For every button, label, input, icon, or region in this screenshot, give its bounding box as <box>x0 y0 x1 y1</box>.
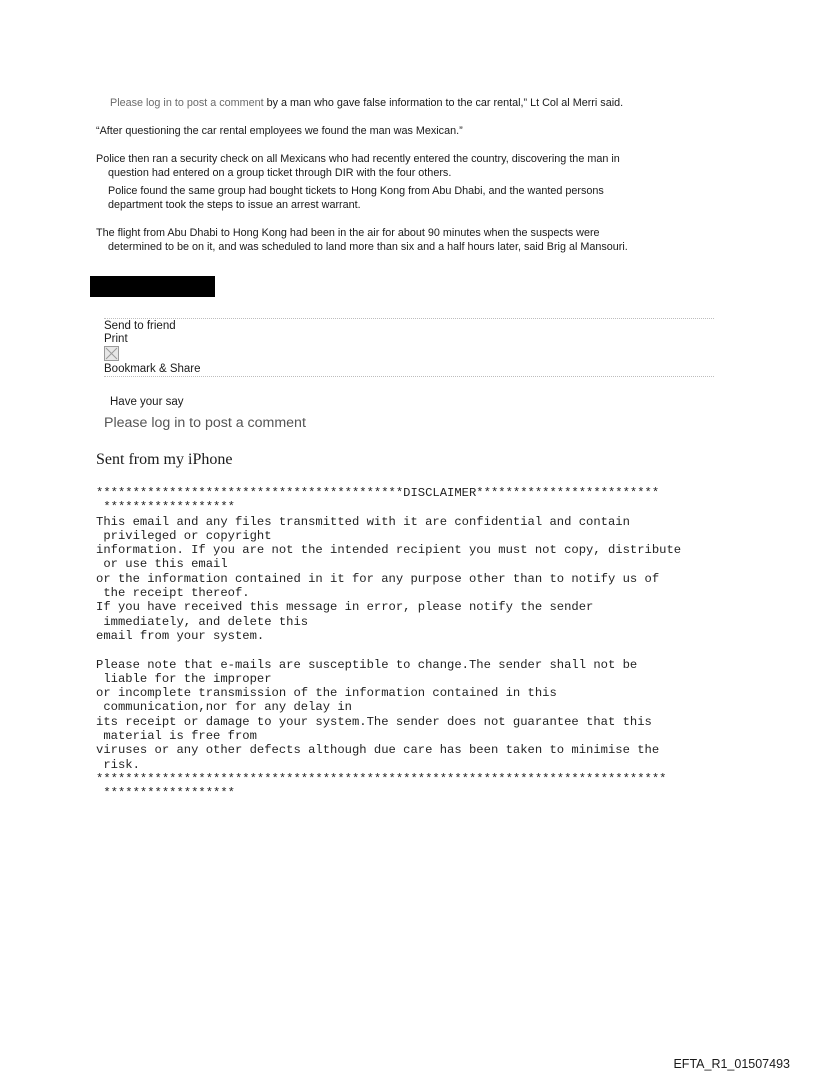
article-paragraph-4 <box>108 184 728 212</box>
paragraph-line: question had entered on a group ticket through DIR with the four others. <box>108 167 452 179</box>
paragraph-text: by a man who gave false information to the car rental,” Lt Col al Merri said. <box>263 97 624 109</box>
paragraph-line: The flight from Abu Dhabi to Hong Kong had been in the air for about 90 minutes when the suspects were <box>96 227 600 239</box>
send-to-friend-link[interactable]: Send to friend <box>104 320 176 332</box>
email-disclaimer: ******************************************DISCLAIMER************************* ****************** This email and any files transmitted with it are confidential and contain privileged or copyright information. If you are not the intended recipient you must not copy, distribute or use this email or the information contained in it for any purpose other than to notify us of the receipt thereof. If you have received this message in error, please notify the sender immediately, and delete this email from your system. Please note that e-mails are susceptible to change.The sender shall not be liable for the improper or incomplete transmission of the information contained in this communication,nor for any delay in its receipt or damage to your system.The sender does not guarantee that this material is free from viruses or any other defects although due care has been taken to minimise the risk. ****************************************************************************** ****************** <box>96 486 682 801</box>
paragraph-line: Police then ran a security check on all Mexicans who had recently entered the country, discovering the man in <box>96 153 620 165</box>
article-paragraph-1 <box>110 96 730 110</box>
article-paragraph-3 <box>96 152 716 180</box>
print-link[interactable]: Print <box>104 333 128 345</box>
login-to-comment-link-inline[interactable]: Please log in to post a comment <box>110 97 264 109</box>
document-id: EFTA_R1_01507493 <box>673 1057 790 1071</box>
login-to-comment-link[interactable]: Please log in to post a comment <box>104 415 306 431</box>
paragraph-line: Police found the same group had bought tickets to Hong Kong from Abu Dhabi, and the wanted persons <box>108 185 604 197</box>
paragraph-line: department took the steps to issue an arrest warrant. <box>108 199 361 211</box>
paragraph-line: determined to be on it, and was scheduled to land more than six and a half hours later, said Brig al Mansouri. <box>108 241 628 253</box>
broken-image-icon <box>104 346 119 361</box>
comments-heading: Have your say <box>110 396 184 408</box>
bookmark-share-link[interactable]: Bookmark & Share <box>104 363 201 375</box>
article-paragraph-2: “After questioning the car rental employees we found the man was Mexican.” <box>96 125 463 137</box>
article-paragraph-5 <box>96 226 716 254</box>
divider <box>104 318 714 319</box>
email-signature: Sent from my iPhone <box>96 451 233 468</box>
divider <box>104 376 714 377</box>
redaction-block <box>90 276 215 297</box>
